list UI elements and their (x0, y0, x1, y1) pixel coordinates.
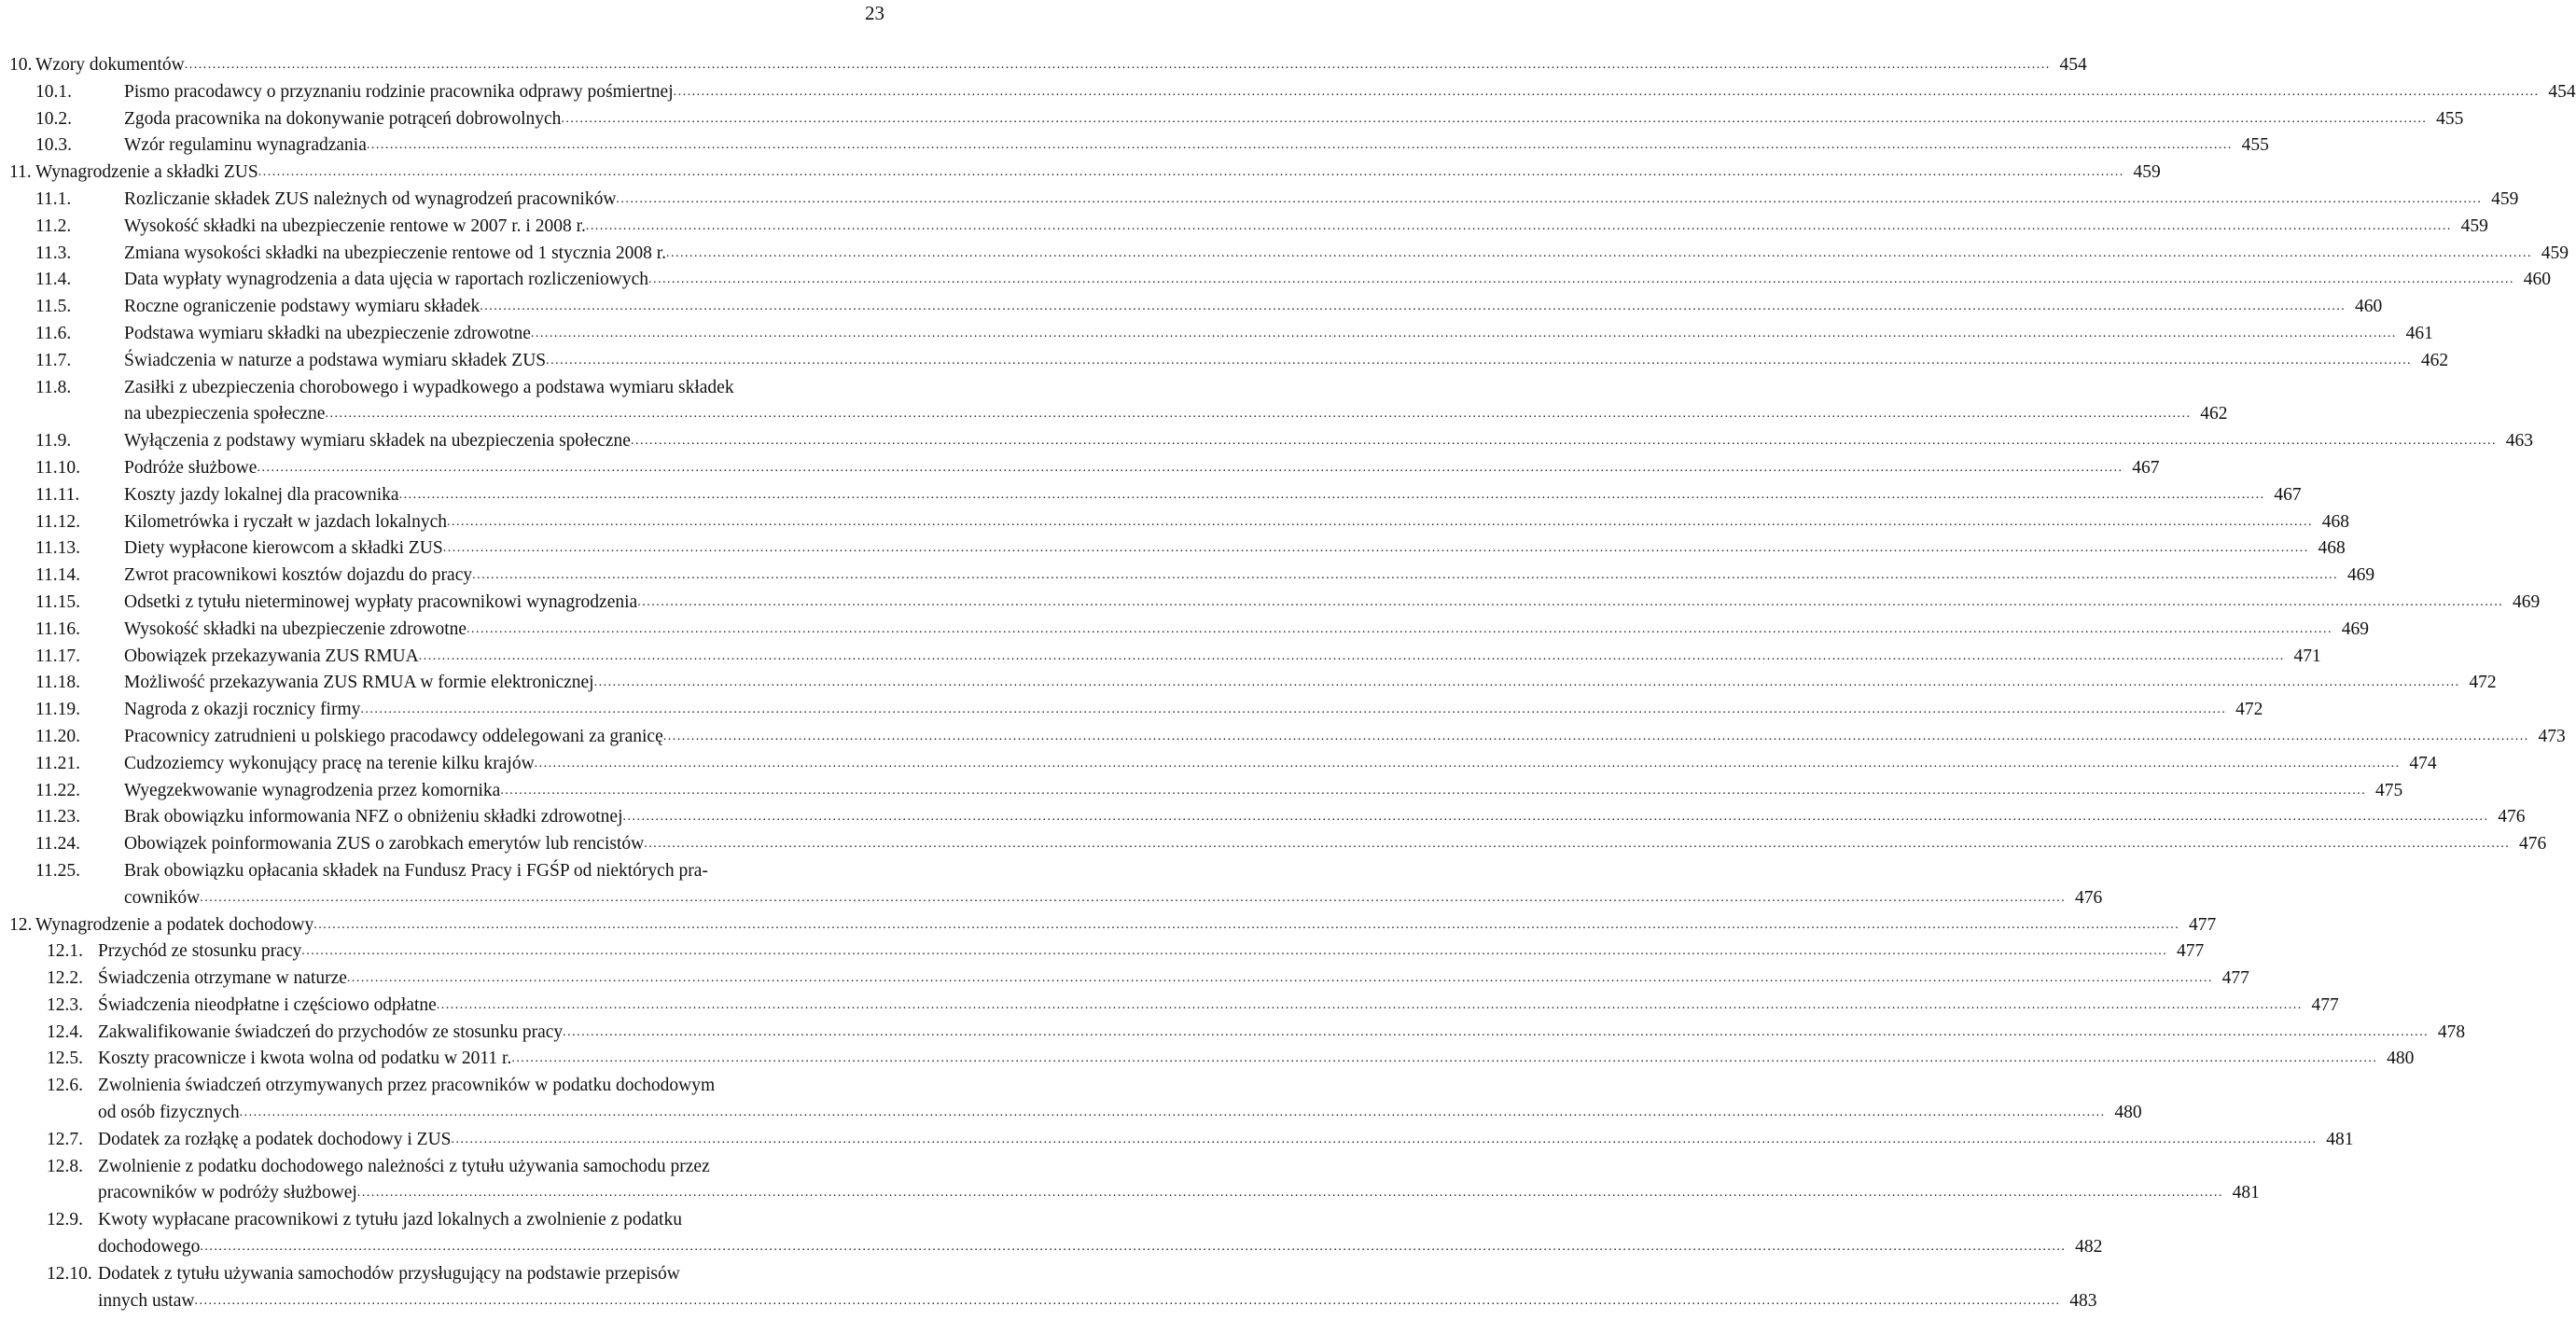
toc-entry[interactable] (9, 1127, 2354, 1154)
toc-entry-page: 469 (2346, 565, 2375, 586)
toc-entry-title: Dodatek za rozłąkę a podatek dochodowy i ZUS (98, 1129, 452, 1149)
toc-entry-title: Wynagrodzenie a składki ZUS (35, 162, 258, 183)
dot-leader: ................................................................................................................................................................................................................................................................................................................................................................................................................ (644, 837, 2511, 852)
toc-entry-number: 12. (9, 914, 33, 935)
dot-leader: ................................................................................................................................................................................................................................................................................................................................................................................................................ (398, 487, 2265, 502)
toc-entry[interactable] (9, 724, 2566, 751)
toc-entry[interactable] (9, 509, 2349, 536)
toc-entry-number: 12.8. (47, 1156, 83, 1176)
toc-entry-number: 11.14. (35, 565, 81, 586)
toc-entry-title: Brak obowiązku informowania NFZ o obniżeniu składki zdrowotnej (124, 807, 623, 827)
toc-entry[interactable] (9, 993, 2339, 1020)
toc-entry-title: Kwoty wypłacane pracownikowi z tytułu jazd lokalnych a zwolnienie z podatku (98, 1210, 682, 1230)
dot-leader: ................................................................................................................................................................................................................................................................................................................................................................................................................ (258, 165, 2124, 180)
toc-entry-title: Zasiłki z ubezpieczenia chorobowego i wypadkowego a podstawa wymiaru składek (124, 377, 734, 397)
toc-entry-page: 469 (2512, 591, 2541, 612)
dot-leader: ................................................................................................................................................................................................................................................................................................................................................................................................................ (616, 191, 2483, 206)
toc-entry-page: 454 (2548, 81, 2576, 102)
toc-entry[interactable] (9, 294, 2383, 321)
toc-entry-page: 454 (2059, 55, 2087, 75)
toc-entry-title: Brak obowiązku opłacania składek na Fundusz Pracy i FGŚP od niektórych pra- (124, 860, 708, 881)
toc-entry-title: Zwrot pracownikowi kosztów dojazdu do pracy (124, 565, 473, 586)
dot-leader: ................................................................................................................................................................................................................................................................................................................................................................................................................ (563, 1024, 2430, 1039)
toc-entry[interactable] (9, 482, 2302, 509)
toc-entry-number: 11.12. (35, 511, 81, 532)
dot-leader: ................................................................................................................................................................................................................................................................................................................................................................................................................ (200, 890, 2067, 905)
toc-entry[interactable] (9, 428, 2533, 455)
toc-entry-title: Rozliczanie składek ZUS należnych od wynagrodzeń pracowników (124, 188, 617, 209)
toc-entry-title: Wyłączenia z podstawy wymiaru składek na ubezpieczenia społeczne (124, 431, 631, 452)
dot-leader: ................................................................................................................................................................................................................................................................................................................................................................................................................ (472, 568, 2339, 583)
toc-entry-title: Zwolnienia świadczeń otrzymywanych przez pracowników w podatku dochodowym (98, 1076, 716, 1096)
dot-leader: ................................................................................................................................................................................................................................................................................................................................................................................................................ (648, 272, 2514, 287)
toc-entry-number: 11.19. (35, 700, 81, 720)
toc-entry-page: 468 (2318, 538, 2346, 559)
toc-entry-page: 481 (2232, 1183, 2260, 1203)
toc-entry-page: 475 (2375, 780, 2403, 800)
toc-entry-title: Zmiana wysokości składki na ubezpieczenie rentowe od 1 stycznia 2008 r. (124, 243, 667, 263)
toc-entry[interactable] (9, 321, 2433, 348)
toc-entry-page: 476 (2518, 834, 2547, 855)
toc-entry-page: 477 (2311, 994, 2339, 1015)
toc-entry-title: Możliwość przekazywania ZUS RMUA w formie elektronicznej (124, 673, 594, 693)
toc-entry-page: 462 (2200, 404, 2228, 424)
toc-entry-title: Podróże służbowe (124, 457, 258, 478)
toc-entry-page: 455 (2241, 135, 2269, 156)
toc-entry-title: Pracownicy zatrudnieni u polskiego pracodawcy oddelegowani za granicę (124, 726, 663, 746)
toc-entry-number: 11.15. (35, 591, 81, 612)
toc-entry[interactable] (9, 214, 2488, 241)
toc-entry-page: 459 (2460, 215, 2488, 236)
toc-entry-page: 476 (2498, 807, 2526, 827)
toc-entry-title: Zgoda pracownika na dokonywanie potrąceń dobrowolnych (124, 108, 562, 129)
toc-entry-title-continuation: pracowników w podróży służbowej (98, 1183, 357, 1203)
toc-entry[interactable] (9, 267, 2551, 294)
toc-entry-page: 472 (2469, 673, 2497, 693)
toc-entry-number: 11.2. (35, 215, 72, 236)
dot-leader: ................................................................................................................................................................................................................................................................................................................................................................................................................ (534, 756, 2401, 771)
toc-entry-number: 11.23. (35, 807, 81, 827)
toc-entry[interactable] (9, 52, 2087, 79)
toc-entry[interactable] (9, 241, 2569, 268)
toc-entry[interactable] (9, 966, 2249, 993)
toc-entry-number: 12.6. (47, 1076, 83, 1096)
dot-leader: ................................................................................................................................................................................................................................................................................................................................................................................................................ (360, 702, 2227, 717)
toc-entry[interactable] (9, 697, 2263, 724)
toc-entry-page: 459 (2133, 162, 2161, 183)
toc-entry-page: 471 (2293, 646, 2321, 666)
toc-entry-number: 11.21. (35, 753, 81, 773)
toc-entry-number: 11.22. (35, 780, 81, 800)
toc-entry[interactable] (9, 187, 2519, 214)
dot-leader: ................................................................................................................................................................................................................................................................................................................................................................................................................ (637, 594, 2504, 609)
toc-entry-page: 462 (2420, 350, 2449, 370)
toc-entry[interactable] (9, 1046, 2415, 1073)
toc-entry-number: 10.1. (35, 81, 72, 102)
toc-entry[interactable] (9, 804, 2526, 831)
toc-entry-title: Nagroda z okazji rocznicy firmy (124, 700, 361, 720)
dot-leader: ................................................................................................................................................................................................................................................................................................................................................................................................................ (630, 434, 2497, 449)
dot-leader: ................................................................................................................................................................................................................................................................................................................................................................................................................ (530, 326, 2397, 340)
toc-entry-page: 467 (2274, 484, 2302, 505)
toc-entry-page: 463 (2505, 431, 2533, 452)
toc-entry-number: 11.18. (35, 673, 81, 693)
dot-leader: ................................................................................................................................................................................................................................................................................................................................................................................................................ (673, 84, 2540, 99)
toc-entry-title: Podstawa wymiaru składki na ubezpieczenie zdrowotne (124, 323, 531, 343)
toc-entry-title: Dodatek z tytułu używania samochodów przysługujący na podstawie przepisów (98, 1263, 680, 1284)
dot-leader: ................................................................................................................................................................................................................................................................................................................................................................................................................ (666, 245, 2533, 260)
toc-entry-title: Roczne ograniczenie podstawy wymiaru składek (124, 297, 480, 317)
toc-entry-title-continuation: dochodowego (98, 1237, 201, 1258)
toc-entry-page: 477 (2189, 914, 2217, 935)
toc-entry-title-continuation: na ubezpieczenia społeczne (124, 404, 326, 424)
table-of-contents (9, 52, 2576, 1314)
toc-entry-page: 467 (2132, 457, 2160, 478)
dot-leader: ................................................................................................................................................................................................................................................................................................................................................................................................................ (184, 58, 2051, 72)
toc-entry-title: Kilometrówka i ryczałt w jazdach lokalnych (124, 511, 447, 532)
dot-leader: ................................................................................................................................................................................................................................................................................................................................................................................................................ (200, 1240, 2067, 1255)
toc-entry[interactable] (9, 160, 2161, 187)
toc-entry-title: Obowiązek przekazywania ZUS RMUA (124, 646, 419, 666)
toc-entry-number: 11.10. (35, 457, 81, 478)
toc-entry-page: 473 (2538, 726, 2566, 746)
toc-entry-page: 478 (2437, 1021, 2466, 1042)
toc-entry[interactable] (9, 912, 2217, 939)
toc-entry-number: 11.25. (35, 860, 81, 881)
toc-entry-title: Wysokość składki na ubezpieczenie rentowe w 2007 r. i 2008 r. (124, 215, 586, 236)
toc-entry-page: 480 (2114, 1103, 2142, 1123)
toc-entry-number: 11.17. (35, 646, 81, 666)
toc-entry[interactable] (9, 375, 2228, 429)
toc-entry-number: 11.5. (35, 297, 72, 317)
toc-entry-title: Obowiązek poinformowania ZUS o zarobkach emerytów lub rencistów (124, 834, 645, 855)
toc-entry-page: 477 (2221, 968, 2249, 989)
dot-leader: ................................................................................................................................................................................................................................................................................................................................................................................................................ (466, 621, 2333, 636)
dot-leader: ................................................................................................................................................................................................................................................................................................................................................................................................................ (356, 1186, 2223, 1201)
toc-entry-page: 477 (2176, 941, 2205, 962)
toc-entry-title: Zakwalifikowanie świadczeń do przychodów ze stosunku pracy (98, 1021, 564, 1042)
toc-entry[interactable] (9, 563, 2375, 590)
dot-leader: ................................................................................................................................................................................................................................................................................................................................................................................................................ (442, 541, 2309, 556)
toc-entry[interactable] (9, 1207, 2103, 1261)
toc-entry-number: 12.1. (47, 941, 83, 962)
toc-entry-title: Wynagrodzenie a podatek dochodowy (35, 914, 314, 935)
toc-entry-title: Świadczenia nieodpłatne i częściowo odpłatne (98, 994, 437, 1015)
toc-entry[interactable] (9, 106, 2464, 133)
toc-entry-number: 11.7. (35, 350, 72, 370)
toc-entry-title: Wysokość składki na ubezpieczenie zdrowotne (124, 618, 467, 639)
toc-entry-title-continuation: cowników (124, 887, 201, 908)
toc-entry-number: 11.11. (35, 484, 80, 505)
toc-entry-title-continuation: od osób fizycznych (98, 1103, 240, 1123)
dot-leader: ................................................................................................................................................................................................................................................................................................................................................................................................................ (511, 1051, 2378, 1066)
dot-leader: ................................................................................................................................................................................................................................................................................................................................................................................................................ (546, 353, 2413, 368)
toc-entry[interactable] (9, 831, 2547, 858)
toc-entry-title: Zwolnienie z podatku dochodowego należności z tytułu używania samochodu przez (98, 1156, 710, 1176)
dot-leader: ................................................................................................................................................................................................................................................................................................................................................................................................................ (561, 111, 2428, 126)
toc-entry-title: Świadczenia w naturze a podstawa wymiaru składek ZUS (124, 350, 547, 370)
toc-entry-number: 12.10. (47, 1263, 92, 1284)
toc-entry-number: 10.2. (35, 108, 72, 129)
toc-entry-page: 472 (2235, 700, 2263, 720)
toc-entry-page: 483 (2069, 1290, 2097, 1311)
toc-entry-title: Data wypłaty wynagrodzenia a data ujęcia w raportach rozliczeniowych (124, 270, 648, 290)
dot-leader: ................................................................................................................................................................................................................................................................................................................................................................................................................ (194, 1293, 2061, 1308)
toc-entry-page: 468 (2321, 511, 2349, 532)
toc-entry-page: 482 (2075, 1237, 2103, 1258)
toc-entry-number: 12.3. (47, 994, 83, 1015)
toc-entry-number: 11.9. (35, 431, 72, 452)
toc-entry-number: 12.4. (47, 1021, 83, 1042)
toc-entry-number: 11.20. (35, 726, 81, 746)
toc-entry-number: 11.3. (35, 243, 72, 263)
toc-entry[interactable] (9, 1073, 2142, 1127)
toc-entry[interactable] (9, 1154, 2260, 1208)
toc-entry-title: Przychód ze stosunku pracy (98, 941, 302, 962)
dot-leader: ................................................................................................................................................................................................................................................................................................................................................................................................................ (346, 971, 2213, 986)
toc-entry-number: 11.4. (35, 270, 72, 290)
dot-leader: ................................................................................................................................................................................................................................................................................................................................................................................................................ (313, 917, 2180, 932)
dot-leader: ................................................................................................................................................................................................................................................................................................................................................................................................................ (257, 460, 2123, 475)
toc-entry-number: 11.8. (35, 377, 72, 397)
toc-entry[interactable] (9, 938, 2205, 966)
toc-entry-number: 11.13. (35, 538, 81, 559)
toc-entry-number: 11.1. (35, 188, 72, 209)
toc-entry[interactable] (9, 132, 2269, 160)
dot-leader: ................................................................................................................................................................................................................................................................................................................................................................................................................ (447, 514, 2313, 529)
toc-entry[interactable] (9, 1020, 2466, 1047)
dot-leader: ................................................................................................................................................................................................................................................................................................................................................................................................................ (480, 299, 2346, 314)
toc-entry-page: 460 (2354, 297, 2383, 317)
toc-entry-title: Świadczenia otrzymane w naturze (98, 968, 347, 989)
toc-entry-page: 459 (2541, 243, 2569, 263)
toc-entry-title: Wzory dokumentów (35, 55, 185, 75)
dot-leader: ................................................................................................................................................................................................................................................................................................................................................................................................................ (366, 138, 2233, 153)
toc-entry-number: 12.9. (47, 1210, 83, 1230)
toc-entry[interactable] (9, 535, 2346, 563)
toc-entry-page: 476 (2075, 887, 2103, 908)
toc-entry-number: 10.3. (35, 135, 72, 156)
toc-entry-page: 474 (2409, 753, 2437, 773)
toc-entry[interactable] (9, 858, 2103, 912)
toc-entry-page: 469 (2341, 618, 2370, 639)
dot-leader: ................................................................................................................................................................................................................................................................................................................................................................................................................ (622, 810, 2489, 825)
toc-entry[interactable] (9, 79, 2576, 106)
toc-entry-title: Cudzoziemcy wykonujący pracę na terenie kilku krajów (124, 753, 535, 773)
toc-entry-title-continuation: innych ustaw (98, 1290, 195, 1311)
toc-entry-title: Odsetki z tytułu nieterminowej wypłaty pracownikowi wynagrodzenia (124, 591, 638, 612)
toc-entry-title: Koszty pracownicze i kwota wolna od podatku w 2011 r. (98, 1049, 512, 1069)
dot-leader: ................................................................................................................................................................................................................................................................................................................................................................................................................ (585, 218, 2452, 233)
dot-leader: ................................................................................................................................................................................................................................................................................................................................................................................................................ (593, 675, 2460, 690)
dot-leader: ................................................................................................................................................................................................................................................................................................................................................................................................................ (418, 648, 2285, 663)
toc-entry-number: 12.2. (47, 968, 83, 989)
toc-entry-title: Koszty jazdy lokalnej dla pracownika (124, 484, 399, 505)
dot-leader: ................................................................................................................................................................................................................................................................................................................................................................................................................ (662, 729, 2529, 743)
toc-entry-number: 12.5. (47, 1049, 83, 1069)
dot-leader: ................................................................................................................................................................................................................................................................................................................................................................................................................ (325, 407, 2192, 422)
toc-entry-page: 460 (2523, 270, 2551, 290)
toc-entry-number: 10. (9, 55, 33, 75)
toc-entry-page: 459 (2491, 188, 2519, 209)
toc-entry[interactable] (9, 590, 2541, 617)
dot-leader: ................................................................................................................................................................................................................................................................................................................................................................................................................ (500, 783, 2367, 798)
toc-entry-title: Pismo pracodawcy o przyznaniu rodzinie pracownika odprawy pośmiertnej (124, 81, 674, 102)
toc-entry-page: 455 (2436, 108, 2464, 129)
toc-entry-title: Wyegzekwowanie wynagrodzenia przez komornika (124, 780, 501, 800)
toc-entry-title: Diety wypłacone kierowcom a składki ZUS (124, 538, 443, 559)
dot-leader: ................................................................................................................................................................................................................................................................................................................................................................................................................ (451, 1132, 2318, 1146)
page-number: 23 (865, 2, 884, 24)
toc-entry[interactable] (9, 455, 2160, 482)
toc-entry-number: 11. (9, 162, 32, 183)
toc-entry[interactable] (9, 751, 2437, 778)
toc-entry-page: 480 (2387, 1049, 2415, 1069)
toc-entry[interactable] (9, 670, 2497, 697)
toc-entry[interactable] (9, 348, 2449, 375)
toc-entry-number: 11.16. (35, 618, 81, 639)
toc-entry[interactable] (9, 1261, 2097, 1315)
toc-entry-number: 12.7. (47, 1129, 83, 1149)
toc-entry-page: 481 (2326, 1129, 2354, 1149)
dot-leader: ................................................................................................................................................................................................................................................................................................................................................................................................................ (436, 997, 2303, 1012)
toc-entry-number: 11.24. (35, 834, 81, 855)
toc-entry-title: Wzór regulaminu wynagradzania (124, 135, 367, 156)
dot-leader: ................................................................................................................................................................................................................................................................................................................................................................................................................ (239, 1105, 2106, 1120)
dot-leader: ................................................................................................................................................................................................................................................................................................................................................................................................................ (301, 944, 2168, 959)
toc-entry-number: 11.6. (35, 323, 72, 343)
toc-entry[interactable] (9, 644, 2321, 671)
toc-entry[interactable] (9, 617, 2370, 644)
toc-entry-page: 461 (2405, 323, 2433, 343)
toc-entry[interactable] (9, 778, 2403, 805)
